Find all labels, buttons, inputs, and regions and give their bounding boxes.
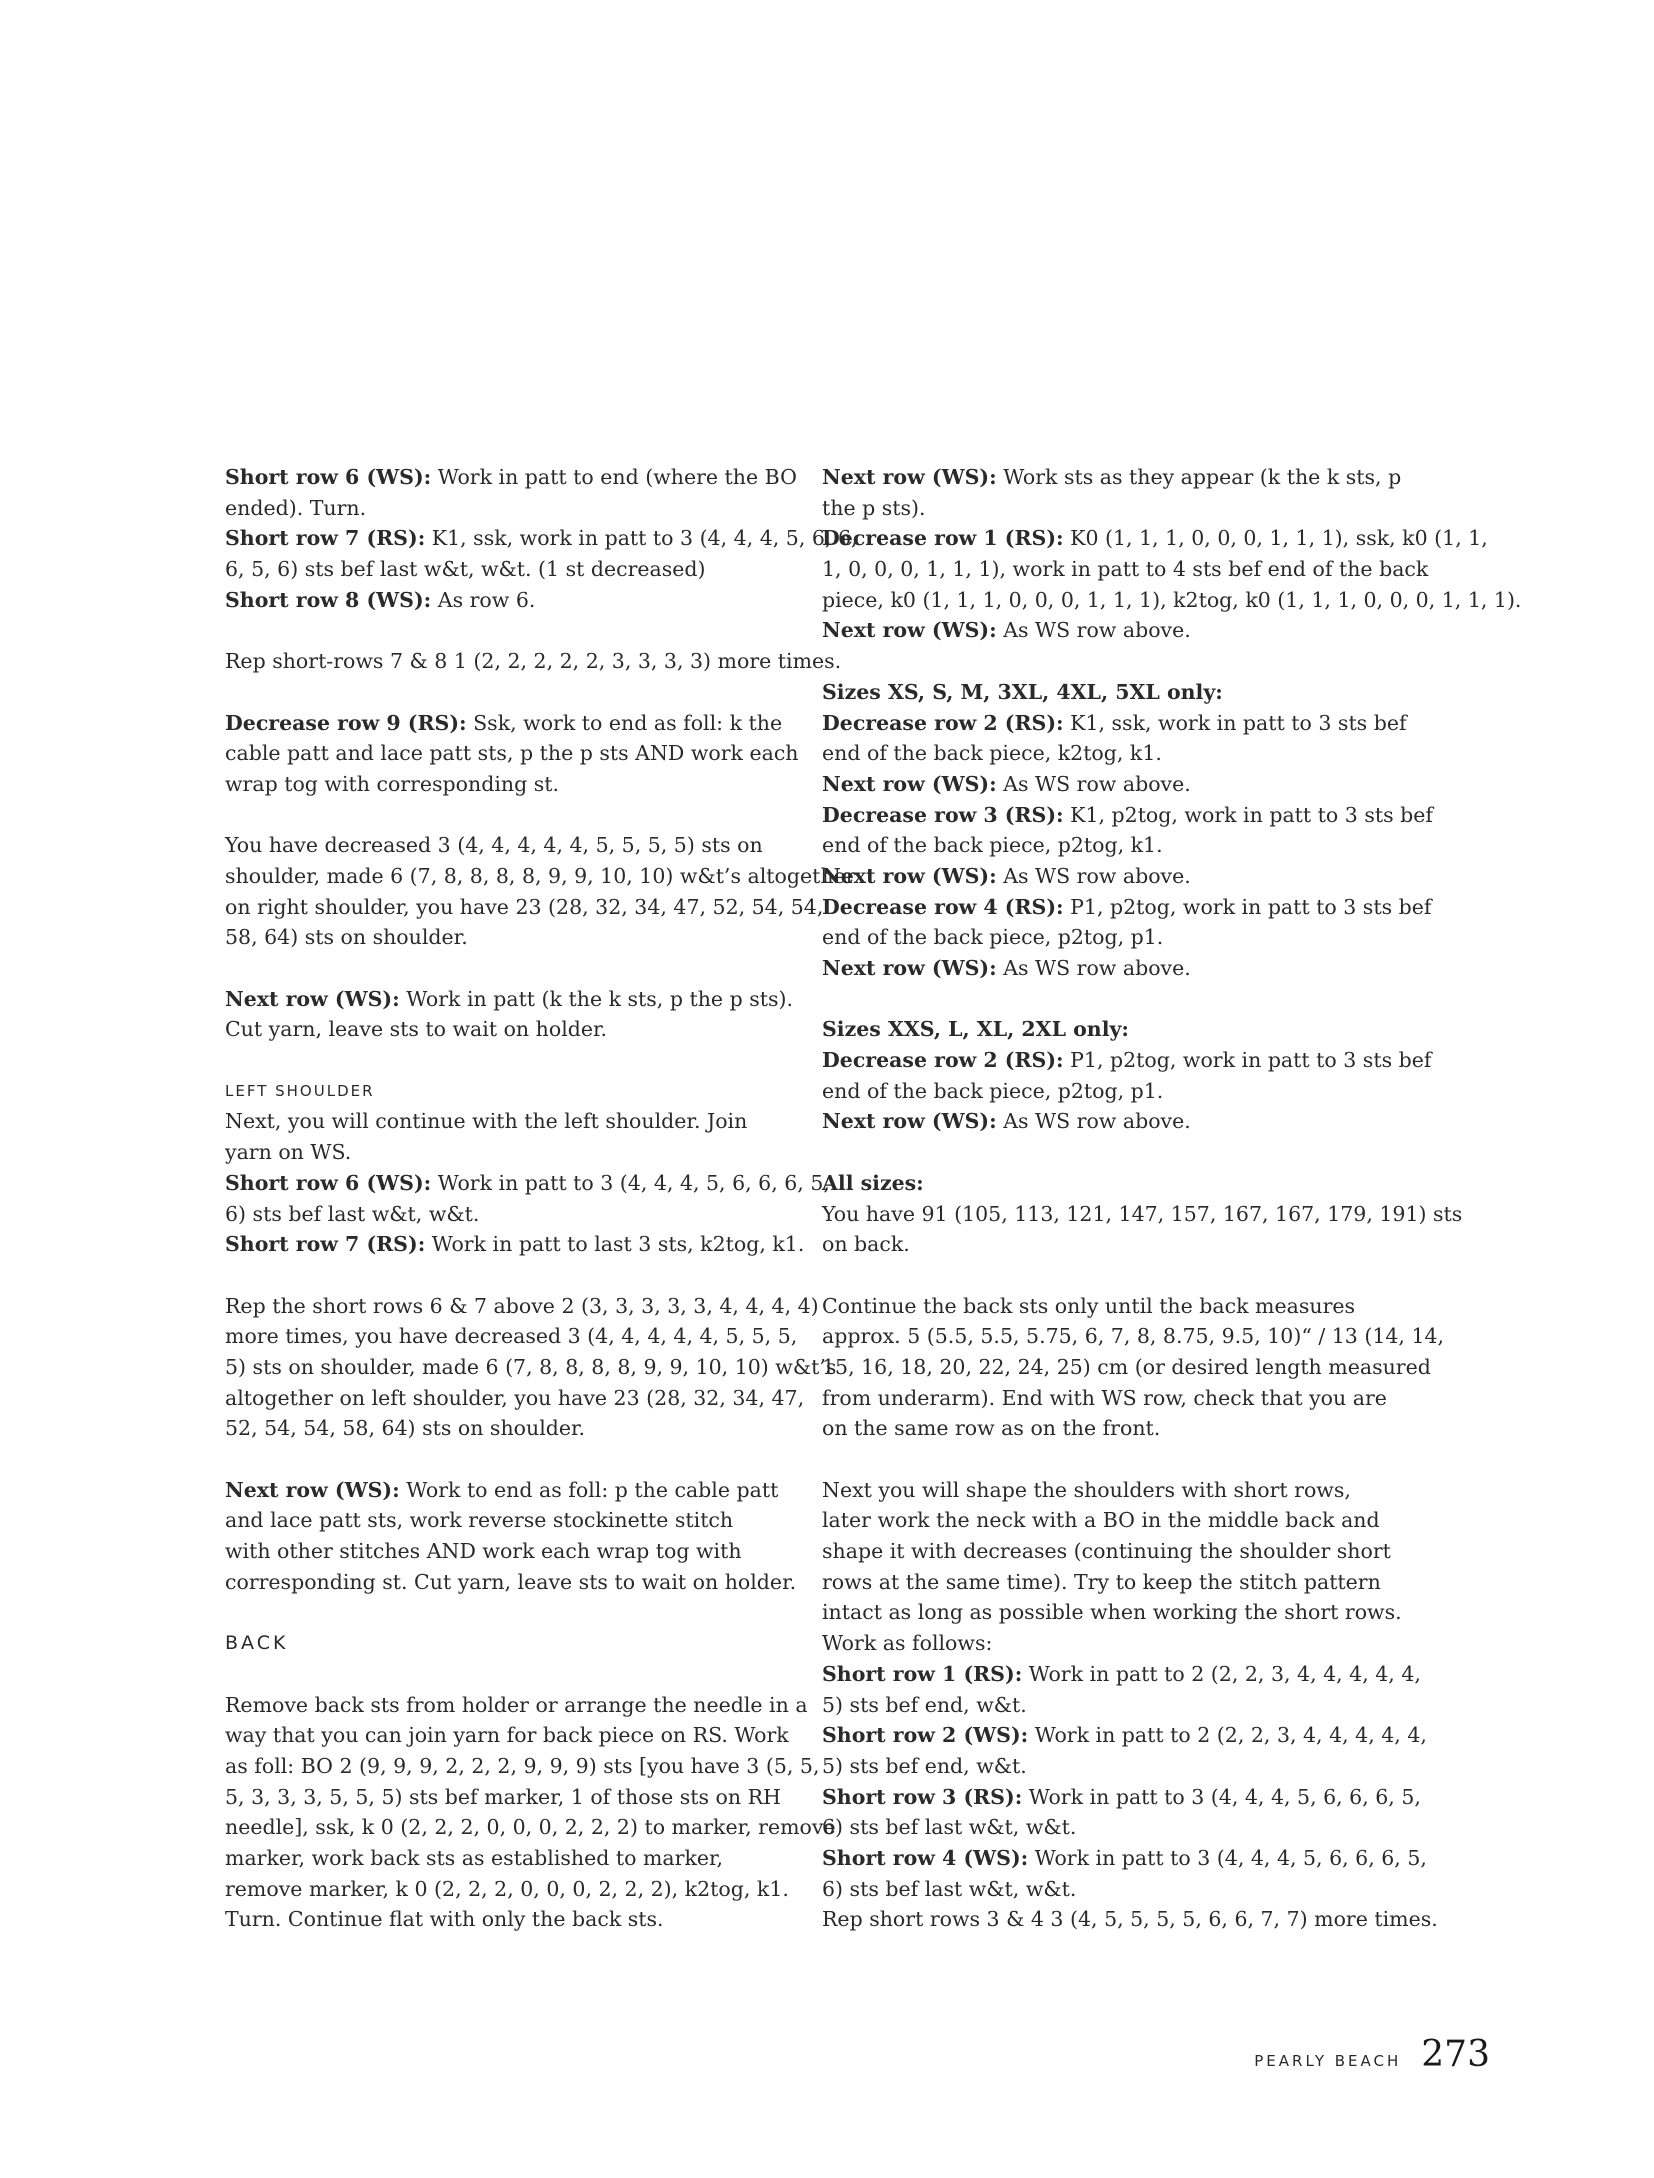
text-line	[225, 984, 793, 1015]
text-line	[822, 1536, 1391, 1567]
row-text: As WS row above.	[996, 956, 1191, 980]
text-line	[225, 1475, 785, 1506]
row-label: Short row 8 (WS):	[225, 587, 432, 612]
paragraph-gap	[225, 677, 785, 708]
section-heading: BACK	[225, 1632, 289, 1655]
row-text: intact as long as possible when working the short rows.	[822, 1600, 1402, 1625]
text-line	[225, 1137, 785, 1168]
row-label: Decrease row 2 (RS):	[822, 1048, 1064, 1073]
text-line	[225, 1567, 797, 1598]
text-line	[822, 830, 1382, 861]
text-line	[822, 585, 1522, 616]
row-text: Next you will shape the shoulders with short rows,	[822, 1477, 1351, 1502]
row-text: 5, 3, 3, 3, 5, 5, 5) sts bef marker, 1 of those sts on RH	[225, 1784, 781, 1809]
row-text: P1, p2tog, work in patt to 3 sts bef	[1063, 1048, 1432, 1073]
row-text: Work in patt (k the k sts, p the p sts).	[399, 986, 793, 1011]
paragraph-gap	[822, 1444, 1382, 1475]
text-line	[822, 1168, 1382, 1199]
row-label: Short row 7 (RS):	[225, 526, 426, 551]
text-line	[225, 1690, 808, 1721]
text-line	[822, 1352, 1431, 1383]
row-text: on right shoulder, you have 23 (28, 32, 34, 47, 52, 54, 54,	[225, 894, 824, 919]
row-text: Next, you will continue with the left shoulder. Join	[225, 1109, 748, 1134]
row-label: Next row (WS):	[822, 863, 997, 888]
row-text: shape it with decreases (continuing the shoulder short	[822, 1539, 1391, 1564]
text-line	[822, 1291, 1382, 1322]
page-number: 273	[1421, 2034, 1490, 2075]
row-text: Rep the short rows 6 & 7 above 2 (3, 3, 3, 3, 3, 4, 4, 4, 4)	[225, 1293, 819, 1318]
row-text: remove marker, k 0 (2, 2, 2, 0, 0, 0, 2, 2, 2), k2tog, k1.	[225, 1876, 789, 1901]
row-text: 6) sts bef last w&t, w&t.	[822, 1815, 1077, 1840]
row-text: You have 91 (105, 113, 121, 147, 157, 167, 167, 179, 191) sts	[822, 1201, 1463, 1226]
row-text: 1, 0, 0, 0, 1, 1, 1), work in patt to 4 sts bef end of the back	[822, 557, 1429, 582]
text-line	[822, 1751, 1382, 1782]
row-label: Sizes XXS, L, XL, 2XL only:	[822, 1017, 1129, 1042]
text-line	[225, 646, 842, 677]
text-line	[822, 1597, 1402, 1628]
paragraph-gap	[225, 1597, 785, 1628]
row-text: 15, 16, 18, 20, 22, 24, 25) cm (or desired length measured	[822, 1354, 1431, 1379]
text-line	[822, 1567, 1382, 1598]
text-line	[225, 1904, 785, 1935]
paragraph-gap	[225, 800, 785, 831]
text-line	[822, 1720, 1427, 1751]
text-line	[822, 1106, 1382, 1137]
text-line	[822, 615, 1382, 646]
row-text: Cut yarn, leave sts to wait on holder.	[225, 1017, 608, 1042]
row-text: K1, ssk, work in patt to 3 sts bef	[1063, 710, 1407, 735]
text-line	[822, 1229, 1382, 1260]
text-line	[822, 800, 1433, 831]
text-line	[822, 1014, 1382, 1045]
text-line	[225, 462, 797, 493]
row-label: Short row 1 (RS):	[822, 1661, 1023, 1686]
page-footer	[1254, 2034, 1490, 2075]
text-line	[225, 1505, 785, 1536]
row-text: wrap tog with corresponding st.	[225, 771, 560, 796]
text-line	[225, 1321, 798, 1352]
text-line	[822, 953, 1382, 984]
row-text: Work to end as foll: p the cable patt	[399, 1477, 779, 1502]
text-line	[225, 892, 824, 923]
text-line	[822, 1199, 1463, 1230]
row-text: rows at the same time). Try to keep the stitch pattern	[822, 1569, 1381, 1594]
row-label: Decrease row 1 (RS):	[822, 526, 1064, 551]
row-text: end of the back piece, p2tog, k1.	[822, 833, 1163, 858]
row-text: as foll: BO 2 (9, 9, 9, 2, 2, 2, 9, 9, 9) sts [you have 3 (5, 5,	[225, 1753, 820, 1778]
row-text: Work in patt to 3 (4, 4, 4, 5, 6, 6, 6, 5,	[1028, 1845, 1427, 1870]
text-line	[225, 861, 856, 892]
text-line	[225, 1168, 830, 1199]
text-line	[225, 1199, 785, 1230]
text-line	[822, 493, 1382, 524]
text-line	[822, 1904, 1438, 1935]
text-line	[822, 769, 1382, 800]
text-line	[822, 861, 1382, 892]
row-text: ended). Turn.	[225, 495, 367, 520]
row-label: Sizes XS, S, M, 3XL, 4XL, 5XL only:	[822, 679, 1223, 704]
text-line	[225, 1843, 785, 1874]
row-text: P1, p2tog, work in patt to 3 sts bef	[1063, 894, 1432, 919]
row-text: As row 6.	[431, 587, 536, 612]
row-text: K0 (1, 1, 1, 0, 0, 0, 1, 1, 1), ssk, k0 (1, 1,	[1063, 526, 1488, 551]
row-text: As WS row above.	[996, 863, 1191, 888]
row-text: Work in patt to end (where the BO	[431, 465, 797, 489]
row-text: As WS row above.	[996, 771, 1191, 796]
row-text: way that you can join yarn for back piece on RS. Work	[225, 1723, 789, 1748]
row-text: 6) sts bef last w&t, w&t.	[225, 1201, 480, 1226]
row-text: 52, 54, 54, 58, 64) sts on shoulder.	[225, 1416, 586, 1441]
row-label: Short row 7 (RS):	[225, 1232, 426, 1257]
row-text: Work in patt to 3 (4, 4, 4, 5, 6, 6, 6, 5,	[1022, 1784, 1421, 1809]
text-line	[822, 1505, 1382, 1536]
row-label: Decrease row 2 (RS):	[822, 710, 1064, 735]
row-label: All sizes:	[822, 1170, 924, 1195]
text-line	[225, 1812, 836, 1843]
row-label: Short row 2 (WS):	[822, 1723, 1029, 1748]
text-line	[822, 1413, 1382, 1444]
text-line	[822, 1475, 1382, 1506]
text-line	[225, 1751, 820, 1782]
row-text: end of the back piece, p2tog, p1.	[822, 925, 1164, 950]
row-text: Rep short-rows 7 & 8 1 (2, 2, 2, 2, 2, 3, 3, 3, 3) more times.	[225, 649, 842, 674]
row-label: Next row (WS):	[822, 1109, 997, 1134]
text-line	[225, 1782, 785, 1813]
text-line	[225, 830, 785, 861]
row-text: cable patt and lace patt sts, p the p sts AND work each	[225, 741, 799, 766]
row-text: on the same row as on the front.	[822, 1416, 1161, 1441]
text-line	[822, 1843, 1427, 1874]
text-line	[225, 1720, 789, 1751]
row-label: Decrease row 3 (RS):	[822, 802, 1064, 827]
text-line	[822, 1321, 1445, 1352]
row-label: Next row (WS):	[225, 986, 400, 1011]
row-text: Work in patt to 3 (4, 4, 4, 5, 6, 6, 6, 5,	[431, 1170, 830, 1195]
left-column	[225, 462, 858, 1935]
running-title: PEARLY BEACH	[1254, 2052, 1402, 2070]
text-line	[822, 922, 1382, 953]
text-line	[822, 554, 1429, 585]
row-text: Ssk, work to end as foll: k the	[466, 710, 783, 735]
row-text: later work the neck with a BO in the middle back and	[822, 1508, 1380, 1533]
section-heading: LEFT SHOULDER	[225, 1081, 375, 1100]
text-line	[822, 1045, 1432, 1076]
row-text: 5) sts bef end, w&t.	[822, 1753, 1027, 1778]
row-text: altogether on left shoulder, you have 23 (28, 32, 34, 47,	[225, 1385, 805, 1410]
row-text: 58, 64) sts on shoulder.	[225, 925, 468, 950]
row-text: with other stitches AND work each wrap tog with	[225, 1539, 742, 1564]
row-text: more times, you have decreased 3 (4, 4, 4, 4, 4, 5, 5, 5,	[225, 1324, 798, 1349]
row-text: yarn on WS.	[225, 1140, 352, 1165]
text-line	[822, 1659, 1421, 1690]
text-line	[225, 1383, 805, 1414]
row-text: Work in patt to 2 (2, 2, 3, 4, 4, 4, 4, 4,	[1028, 1723, 1427, 1748]
text-line	[822, 1628, 1382, 1659]
right-column	[822, 462, 1522, 1935]
text-line	[225, 738, 799, 769]
row-text: corresponding st. Cut yarn, leave sts to wait on holder.	[225, 1569, 797, 1594]
row-label: Short row 3 (RS):	[822, 1784, 1023, 1809]
row-text: As WS row above.	[996, 618, 1191, 643]
row-text: 6, 5, 6) sts bef last w&t, w&t. (1 st decreased)	[225, 557, 706, 582]
text-line	[225, 1874, 789, 1905]
row-label: Next row (WS):	[822, 618, 997, 643]
row-label: Short row 4 (WS):	[822, 1845, 1029, 1870]
row-label: Short row 6 (WS):	[225, 465, 432, 489]
row-label: Next row (WS):	[822, 956, 997, 980]
text-line	[225, 554, 785, 585]
row-text: from underarm). End with WS row, check that you are	[822, 1385, 1387, 1410]
row-text: Rep short rows 3 & 4 3 (4, 5, 5, 5, 5, 6, 6, 7, 7) more times.	[822, 1907, 1438, 1932]
text-line	[225, 523, 858, 554]
row-label: Decrease row 9 (RS):	[225, 710, 467, 735]
paragraph-gap	[225, 1659, 785, 1690]
text-line	[225, 769, 785, 800]
text-line	[822, 523, 1488, 554]
text-line	[225, 1352, 837, 1383]
paragraph-gap	[225, 1260, 785, 1291]
row-text: 5) sts bef end, w&t.	[822, 1692, 1027, 1717]
row-text: Turn. Continue flat with only the back sts.	[225, 1907, 664, 1932]
row-text: Work sts as they appear (k the k sts, p	[996, 465, 1402, 489]
text-line	[225, 1106, 785, 1137]
paragraph-gap	[225, 953, 785, 984]
paragraph-gap	[822, 1260, 1382, 1291]
row-text: shoulder, made 6 (7, 8, 8, 8, 8, 9, 9, 10, 10) w&t’s altogether	[225, 863, 856, 888]
row-text: 5) sts on shoulder, made 6 (7, 8, 8, 8, 8, 9, 9, 10, 10) w&t’s	[225, 1354, 837, 1379]
row-label: Decrease row 4 (RS):	[822, 894, 1064, 919]
text-line	[822, 738, 1382, 769]
row-text: end of the back piece, p2tog, p1.	[822, 1078, 1164, 1103]
text-line	[822, 892, 1432, 923]
text-line	[225, 493, 785, 524]
text-line	[225, 1413, 785, 1444]
text-line	[822, 1782, 1421, 1813]
text-line	[225, 1536, 785, 1567]
row-label: Next row (WS):	[822, 465, 997, 489]
row-text: needle], ssk, k 0 (2, 2, 2, 0, 0, 0, 2, 2, 2) to marker, remove	[225, 1815, 836, 1840]
row-text: end of the back piece, k2tog, k1.	[822, 741, 1162, 766]
row-text: Work as follows:	[822, 1631, 993, 1656]
text-line	[225, 1229, 805, 1260]
row-text: 6) sts bef last w&t, w&t.	[822, 1876, 1077, 1901]
row-text: Continue the back sts only until the back measures	[822, 1293, 1356, 1318]
row-text: on back.	[822, 1232, 910, 1257]
row-text: piece, k0 (1, 1, 1, 0, 0, 0, 1, 1, 1), k2tog, k0 (1, 1, 1, 0, 0, 0, 1, 1, 1).	[822, 587, 1522, 612]
paragraph-gap	[822, 1137, 1382, 1168]
row-text: As WS row above.	[996, 1109, 1191, 1134]
text-line	[822, 1690, 1382, 1721]
text-line	[225, 1291, 819, 1322]
row-text: marker, work back sts as established to marker,	[225, 1845, 724, 1870]
text-line	[822, 1383, 1387, 1414]
text-line	[822, 1076, 1382, 1107]
row-label: Next row (WS):	[225, 1477, 400, 1502]
text-line	[822, 1874, 1382, 1905]
paragraph-gap	[822, 984, 1382, 1015]
text-line	[225, 1014, 785, 1045]
text-line	[822, 708, 1407, 739]
text-line	[225, 922, 785, 953]
text-line	[822, 677, 1382, 708]
text-line	[225, 708, 785, 739]
row-text: K1, ssk, work in patt to 3 (4, 4, 4, 5, 6, 6,	[425, 526, 858, 551]
text-line	[225, 585, 785, 616]
text-line	[822, 462, 1402, 493]
row-label: Next row (WS):	[822, 771, 997, 796]
row-text: Remove back sts from holder or arrange the needle in a	[225, 1692, 808, 1717]
row-label: Short row 6 (WS):	[225, 1170, 432, 1195]
text-line	[822, 1812, 1382, 1843]
row-text: and lace patt sts, work reverse stockinette stitch	[225, 1508, 734, 1533]
paragraph-gap	[822, 646, 1382, 677]
paragraph-gap	[225, 1045, 785, 1076]
row-text: K1, p2tog, work in patt to 3 sts bef	[1063, 802, 1433, 827]
row-text: You have decreased 3 (4, 4, 4, 4, 4, 5, 5, 5, 5) sts on	[225, 833, 763, 858]
paragraph-gap	[225, 1444, 785, 1475]
row-text: the p sts).	[822, 495, 926, 520]
row-text: Work in patt to 2 (2, 2, 3, 4, 4, 4, 4, 4,	[1022, 1661, 1421, 1686]
row-text: Work in patt to last 3 sts, k2tog, k1.	[425, 1232, 805, 1257]
row-text: approx. 5 (5.5, 5.5, 5.75, 6, 7, 8, 8.75, 9.5, 10)“ / 13 (14, 14,	[822, 1324, 1445, 1349]
paragraph-gap	[225, 615, 785, 646]
